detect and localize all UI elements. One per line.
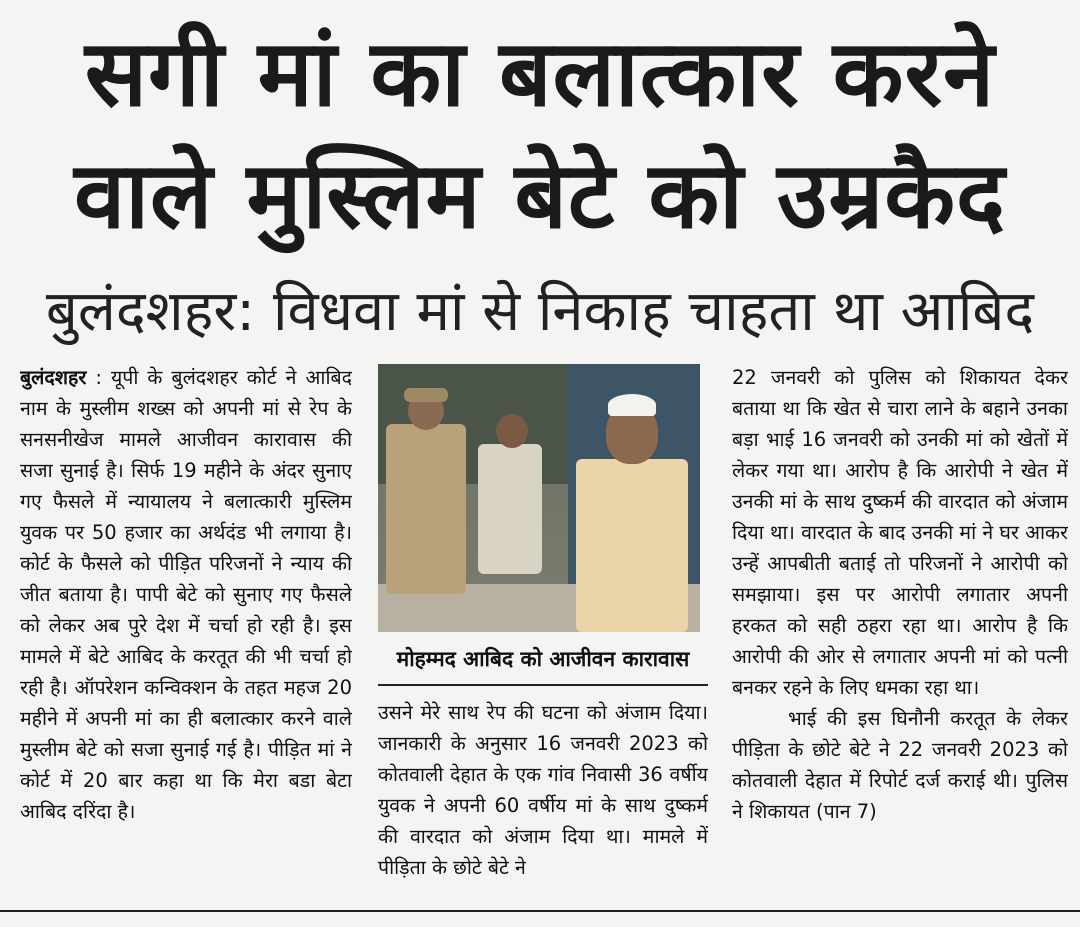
- column-1-text: : यूपी के बुलंदशहर कोर्ट ने आबिद नाम के मुस्लीम शख्स को अपनी मां से रेप के सनसनीखेज मामले आजीवन कारावास की सजा सुनाई है। सिर्फ 19 महीने के अंदर सुनाए गए फैसले में न्यायालय ने बलात्कारी मुस्लिम युवक पर 50 हजार का अर्थदंड भी लगाया है। कोर्ट के फैसले को पीड़ित परिजनों ने न्याय की जीत बताया है। पापी बेटे को सुनाए गए फैसले को लेकर अब पुरे देश में चर्चा हो रही है। इस मामले में बेटे आबिद के करतूत की भी चर्चा हो रही है। ऑपरेशन कन्विक्शन के तहत महज 20 महीने में अपनी मां का ही बलात्कार करने वाले मुस्लीम बेटे को सजा सुनाई गई है। पीड़ित मां ने कोर्ट में 20 बार कहा था कि मेरा बडा बेटा आबिद दरिंदा है।: [20, 366, 352, 823]
- column-1-paragraph: [20, 362, 352, 827]
- photo-caption: मोहम्मद आबिद को आजीवन कारावास: [396, 647, 690, 671]
- headline-line-2: वाले मुस्लिम बेटे को उम्रकैद: [74, 142, 1006, 249]
- column-2-text: उसने मेरे साथ रेप की घटना को अंजाम दिया। जानकारी के अनुसार 16 जनवरी 2023 को कोतवाली देहात के एक गांव निवासी 36 वर्षीय युवक ने अपनी 60 वर्षीय मां के साथ दुष्कर्म की वारदात को अंजाम दिया था। मामले में पीड़िता के छोटे बेटे ने: [378, 701, 708, 879]
- accused-walking-figure: [478, 444, 542, 574]
- police-cap: [404, 388, 448, 402]
- accused-portrait-figure: [576, 459, 688, 632]
- caption-divider: [378, 684, 708, 686]
- article-column-1: [20, 362, 352, 902]
- page-bottom-rule: [0, 910, 1080, 912]
- headline-line-1: सगी मां का बलात्कार करने: [84, 20, 996, 127]
- news-photo: [378, 364, 700, 632]
- skull-cap: [608, 394, 656, 416]
- column-3-paragraph-2: भाई की इस घिनौनी करतूत के लेकर पीड़िता के छोटे बेटे ने 22 जनवरी 2023 को कोतवाली देहात में रिपोर्ट दर्ज कराई थी। पुलिस ने शिकायत (पान 7): [732, 707, 1068, 823]
- dateline: बुलंदशहर: [20, 366, 87, 389]
- subheadline: बुलंदशहर: विधवा मां से निकाह चाहता था आबिद: [45, 279, 1035, 344]
- column-3-paragraph-1: 22 जनवरी को पुलिस को शिकायत देकर बताया था कि खेत से चारा लाने के बहाने उनका बड़ा भाई 16 जनवरी को उनकी मां को खेतों में लेकर गया था। आरोप है कि आरोपी ने खेत में उनकी मां के साथ दुष्कर्म की वारदात को अंजाम दिया था। वारदात के बाद उनकी मां ने घर आकर उन्हें आपबीती बताई तो परिजनों ने आरोपी को समझाया। इस पर आरोपी लगातार अपनी हरकत को सही ठहरा रहा था। आरोप है कि आरोपी की ओर से लगातार अपनी मां को पत्नी बनकर रहने के लिए धमका रहा था।: [732, 366, 1068, 699]
- police-officer-figure: [386, 424, 466, 594]
- article-column-2: [378, 697, 708, 907]
- article-column-3: [732, 362, 1068, 902]
- accused-walking-head: [496, 414, 528, 448]
